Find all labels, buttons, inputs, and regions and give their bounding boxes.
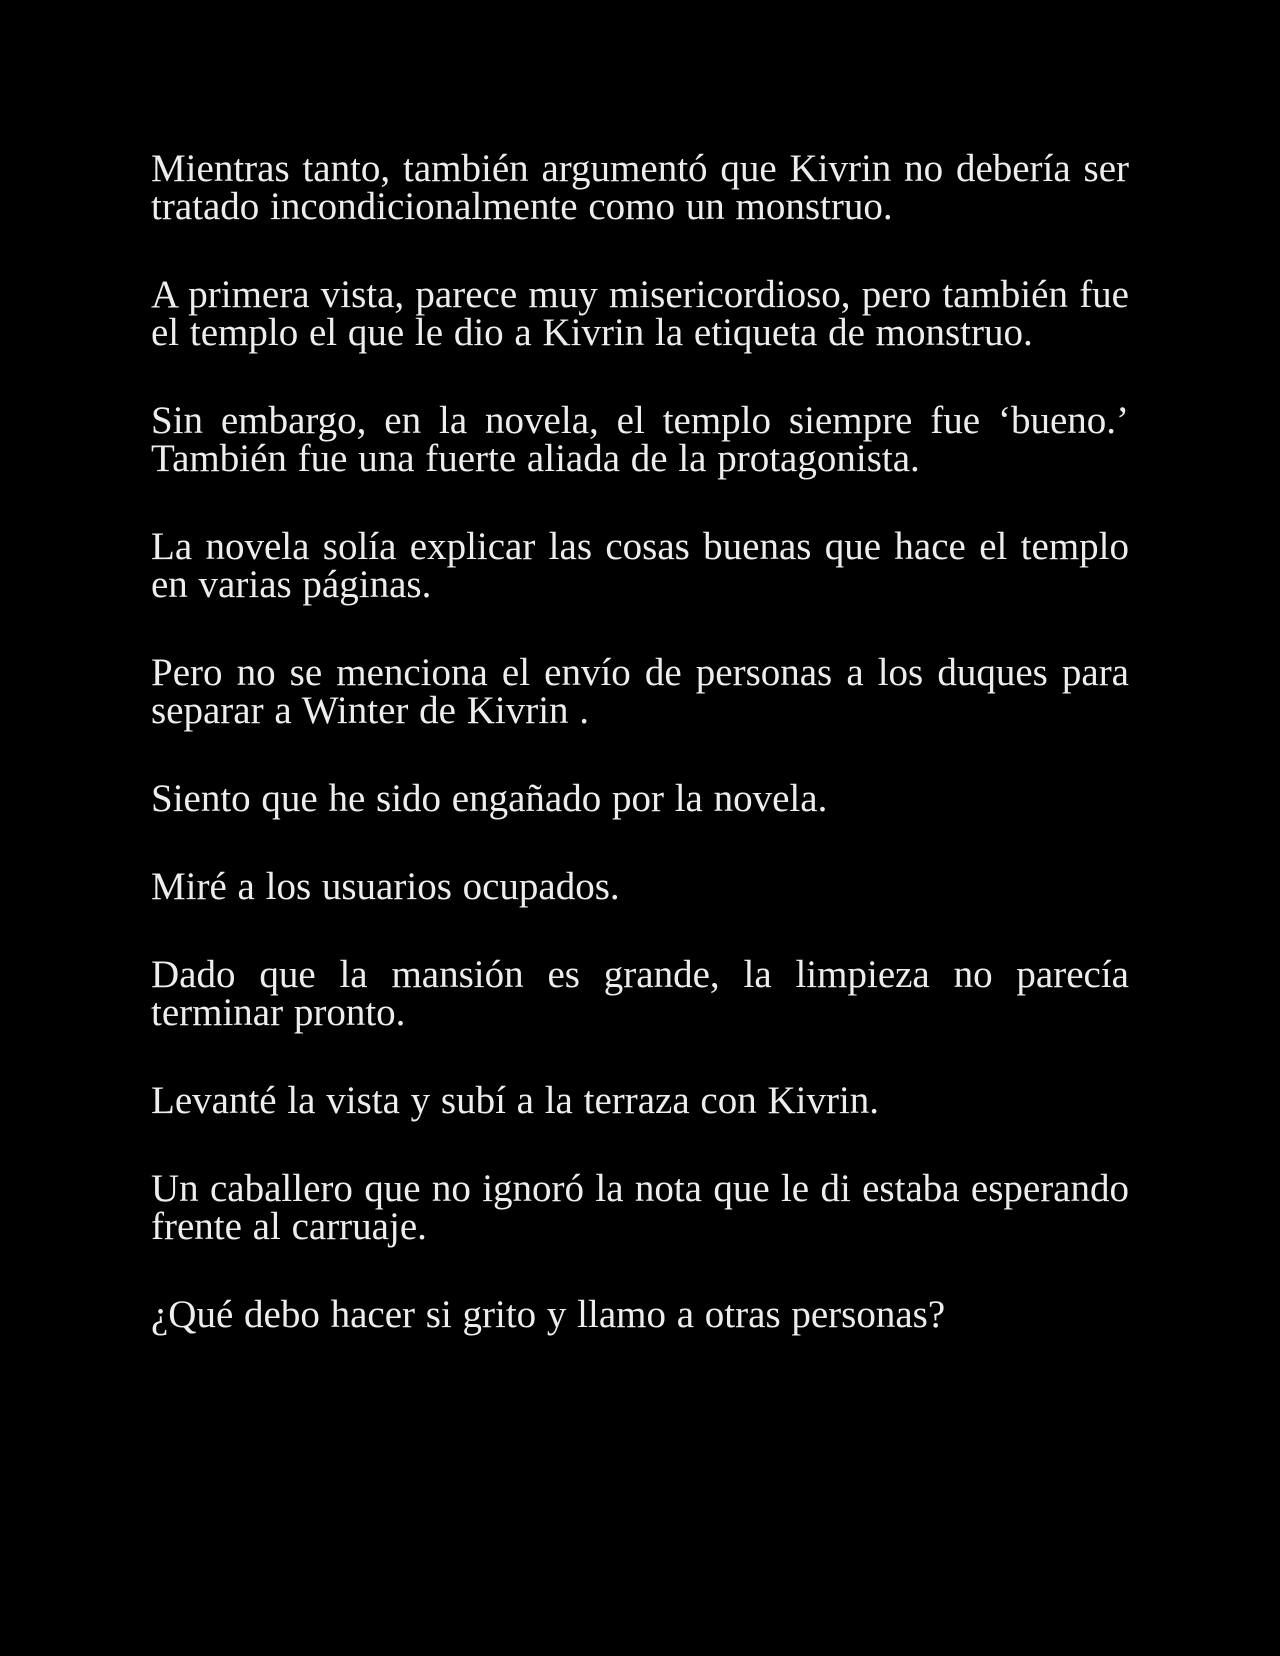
paragraph-1: Mientras tanto, también argumentó que Kivrin no debería ser tratado incondicionalmente como un monstruo.	[151, 147, 1129, 228]
paragraph-2: A primera vista, parece muy misericordioso, pero también fue el templo el que le dio a Kivrin la etiqueta de monstruo.	[151, 273, 1129, 354]
paragraph-3: Sin embargo, en la novela, el templo siempre fue ‘bueno.’ También fue una fuerte aliada de la protagonista.	[151, 399, 1129, 480]
paragraph-9: Levanté la vista y subí a la terraza con Kivrin.	[151, 1079, 880, 1122]
paragraph-7: Miré a los usuarios ocupados.	[151, 865, 620, 908]
paragraph-5: Pero no se menciona el envío de personas a los duques para separar a Winter de Kivrin .	[151, 651, 1129, 732]
paragraph-10: Un caballero que no ignoró la nota que le di estaba esperando frente al carruaje.	[151, 1167, 1129, 1248]
paragraph-6: Siento que he sido engañado por la novela.	[151, 777, 828, 820]
story-text-column	[151, 147, 1129, 1384]
paragraph-4: La novela solía explicar las cosas buenas que hace el templo en varias páginas.	[151, 525, 1129, 606]
paragraph-11: ¿Qué debo hacer si grito y llamo a otras personas?	[151, 1293, 946, 1336]
paragraph-8: Dado que la mansión es grande, la limpieza no parecía terminar pronto.	[151, 953, 1129, 1034]
